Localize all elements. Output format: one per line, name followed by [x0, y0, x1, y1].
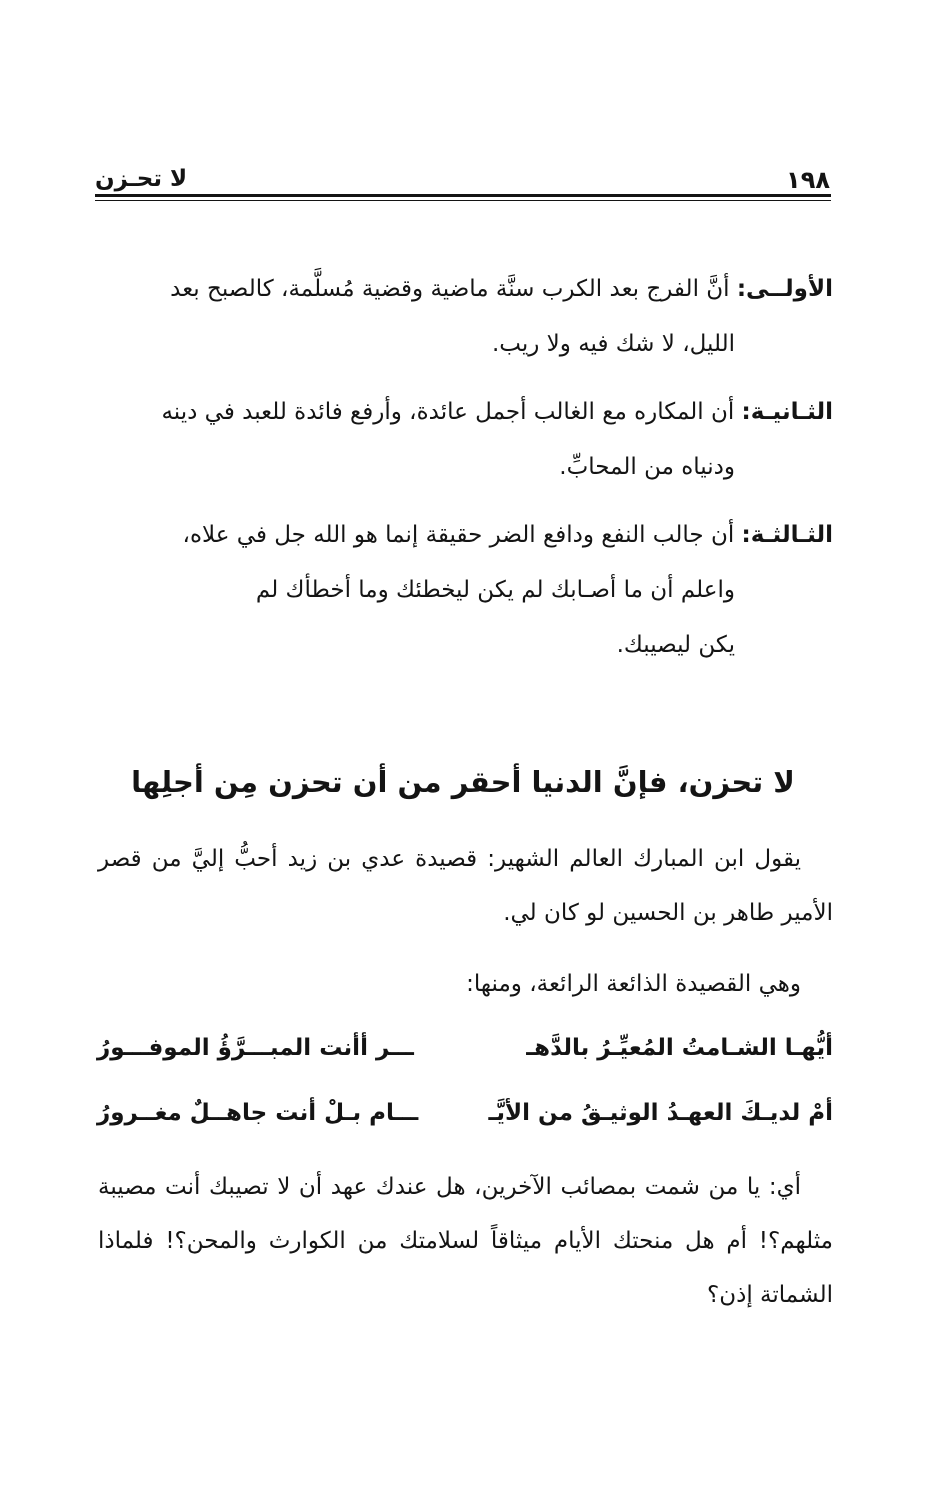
verse-1-first-hemistich: أيُّهـا الشـامتُ المُعيِّـرُ بالدَّهـ	[526, 1035, 833, 1061]
verse-2-second-hemistich: ـــام بـلْ أنت جاهــلٌ مغــرورُ	[97, 1100, 419, 1126]
verse-1	[97, 1035, 833, 1075]
running-title: لا تحـزن	[95, 166, 188, 192]
header-rule-thin	[95, 200, 831, 201]
point-second-term: الثـانيـة:	[741, 399, 833, 425]
point-second-line2: ودنياه من المحابِّ.	[559, 454, 735, 480]
commentary-paragraph: أي: يا من شمت بمصائب الآخرين، هل عندك عهد أن لا تصيبك أنت مصيبة مثلهم؟! أم هل منحتك الأيام ميثاقاً لسلامتك من الكوارث والمحن؟! فلماذا الشماتة إذن؟	[98, 1174, 833, 1308]
point-first-line1: الأولــى: أنَّ الفرج بعد الكرب سنَّة ماضية وقضية مُسلَّمة، كالصبح بعد	[170, 276, 833, 302]
point-second-line1: الثـانيـة: أن المكاره مع الغالب أجمل عائدة، وأرفع فائدة للعبد في دينه	[161, 399, 833, 425]
section-title: لا تحزن، فإنَّ الدنيا أحقر من أن تحزن مِن أجلِها	[131, 765, 795, 799]
point-first	[98, 262, 833, 372]
point-third-line2: واعلم أن ما أصـابك لم يكن ليخطئك وما أخطأك لم	[255, 577, 735, 603]
point-first-line2: الليل، لا شك فيه ولا ريب.	[491, 331, 735, 357]
verse-1-second-hemistich: ـــر أأنت المبـــرَّؤُ الموفـــورُ	[97, 1035, 414, 1061]
verse-2-first-hemistich: أمْ لديـكَ العهـدُ الوثيـقُ من الأيَّـ	[488, 1100, 833, 1126]
verse-2	[97, 1100, 833, 1140]
point-second	[98, 385, 833, 495]
point-third	[98, 508, 833, 673]
intro-paragraph: يقول ابن المبارك العالم الشهير: قصيدة عدي بن زيد أحبُّ إليَّ من قصر الأمير طاهر بن الحسين لو كان لي.	[98, 846, 833, 926]
point-third-line3: يكن ليصيبك.	[616, 632, 735, 658]
point-third-line1: الثـالثـة: أن جالب النفع ودافع الضر حقيقة إنما هو الله جل في علاه،	[182, 522, 833, 548]
running-header	[95, 160, 830, 194]
header-rule-thick	[95, 194, 831, 197]
lead-in-line: وهي القصيدة الذائعة الرائعة، ومنها:	[466, 971, 801, 997]
point-first-term: الأولــى:	[736, 276, 833, 302]
point-third-term: الثـالثـة:	[741, 522, 833, 548]
page-number: ١٩٨	[786, 166, 830, 194]
